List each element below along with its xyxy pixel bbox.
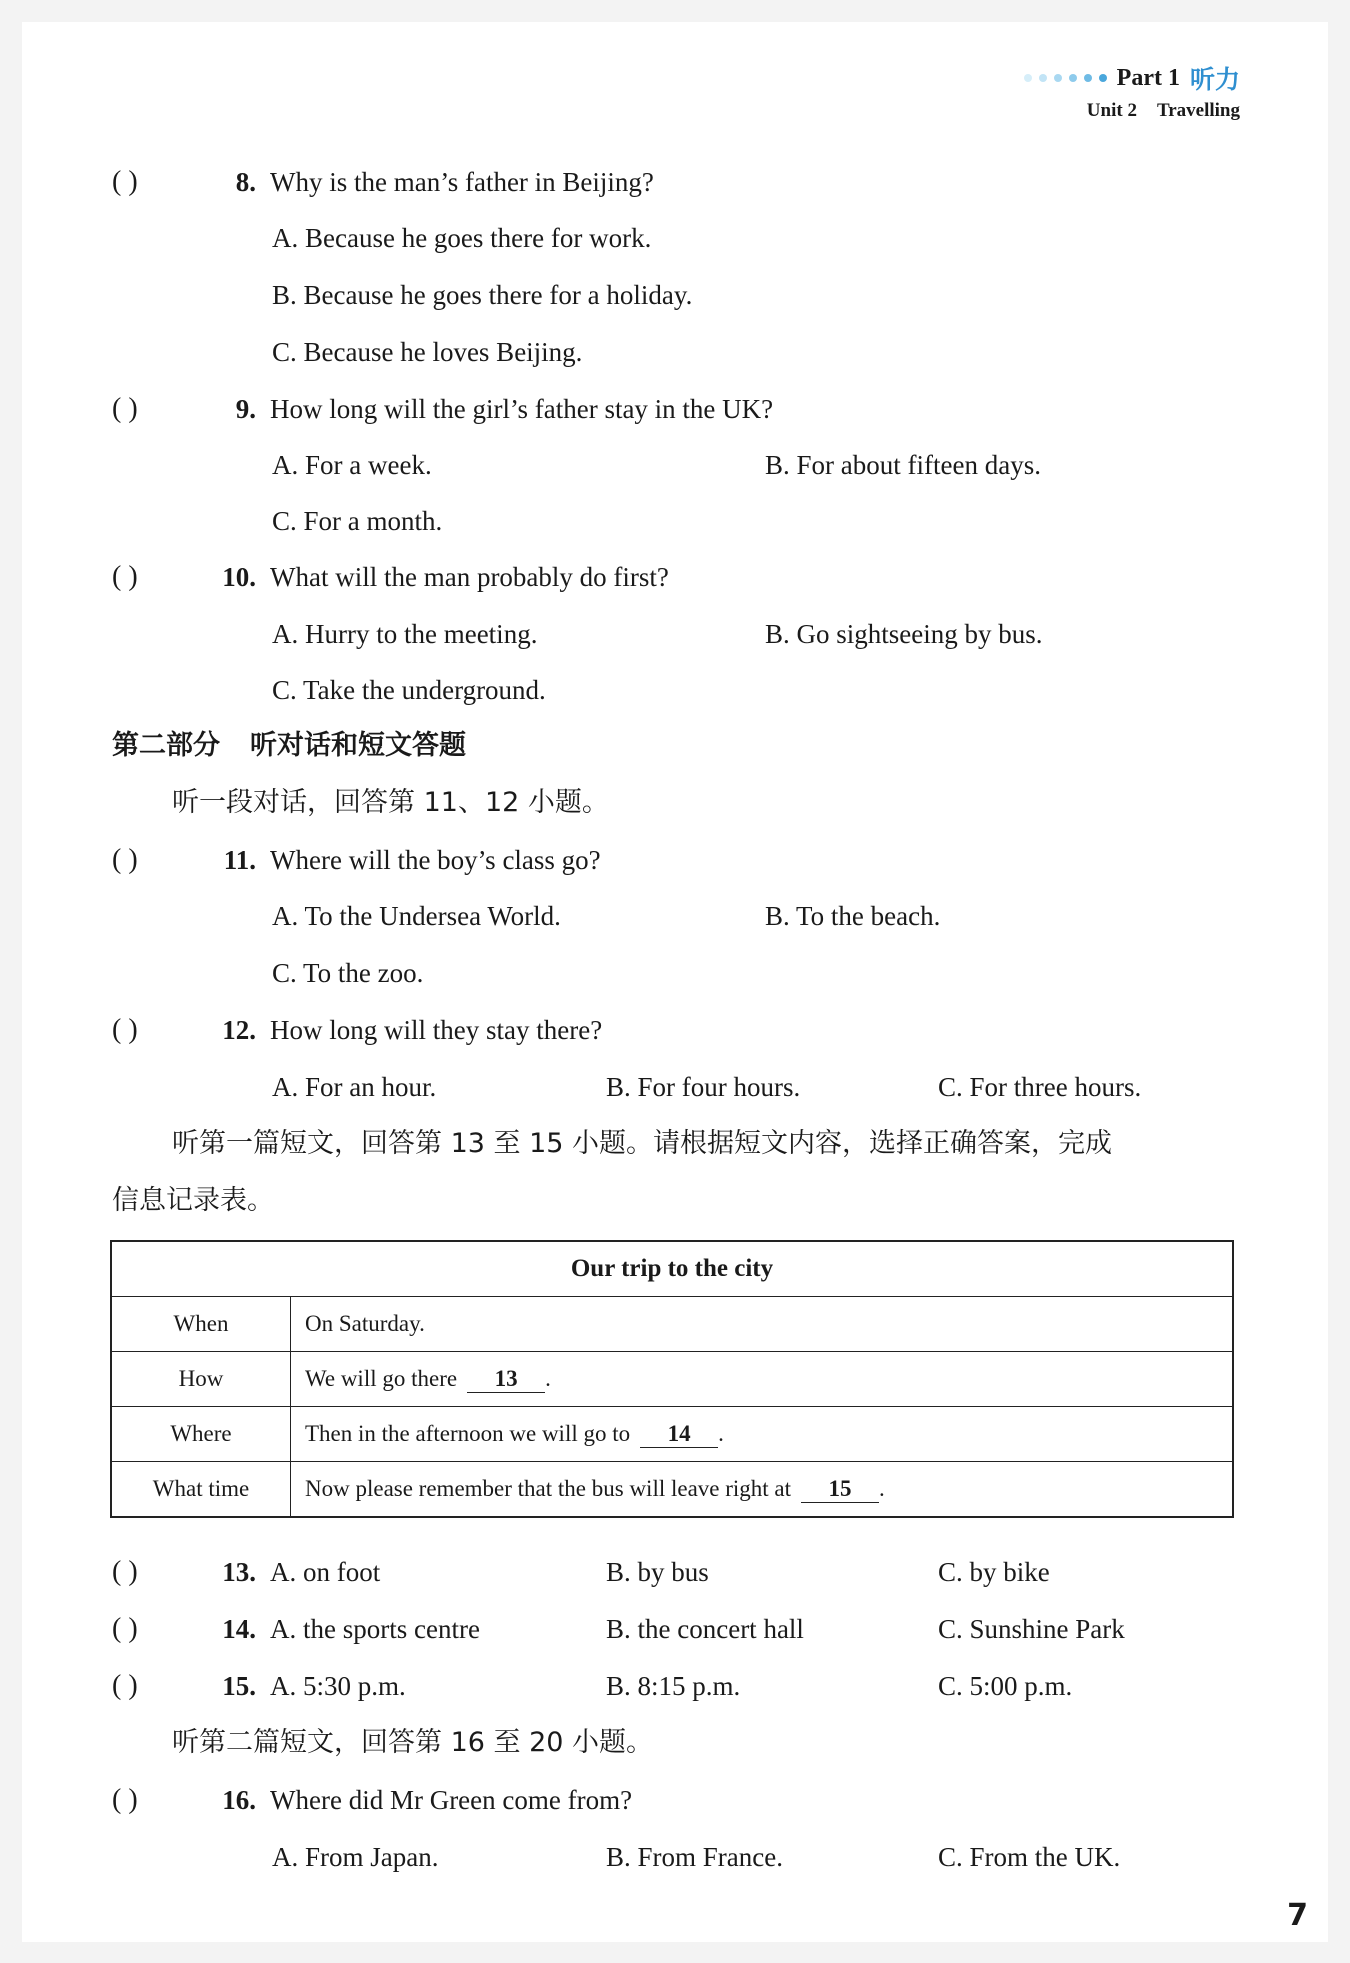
- option-b[interactable]: B. Go sightseeing by bus.: [765, 619, 1043, 649]
- question-number: 10.: [222, 562, 256, 592]
- row-end: .: [545, 1365, 551, 1391]
- question-number: 8.: [235, 167, 256, 197]
- option-b[interactable]: B. by bus: [606, 1557, 709, 1587]
- dot-icon: [1099, 74, 1107, 82]
- option-b[interactable]: B. For about fifteen days.: [765, 450, 1041, 480]
- table-title: Our trip to the city: [111, 1241, 1233, 1297]
- question-12: [0, 1010, 1350, 1050]
- option-c[interactable]: C. by bike: [938, 1557, 1050, 1587]
- answer-blank[interactable]: ( ): [112, 561, 138, 592]
- dot-icon: [1084, 74, 1092, 82]
- page-number: 7: [1287, 1898, 1308, 1933]
- question-8: [0, 162, 1350, 202]
- row-value: [291, 1297, 1234, 1352]
- option-a[interactable]: A. the sports centre: [270, 1614, 480, 1644]
- row-key: How: [111, 1352, 291, 1407]
- question-text: Where did Mr Green come from?: [270, 1785, 633, 1815]
- part-title-cn: 听力: [1189, 65, 1240, 94]
- answer-blank[interactable]: ( ): [112, 393, 138, 424]
- page-header: [820, 58, 1240, 122]
- table-row: [111, 1352, 1233, 1407]
- option-row: [0, 501, 1350, 541]
- row-text: Now please remember that the bus will leave right at: [305, 1475, 792, 1501]
- question-number: 11.: [223, 845, 256, 875]
- answer-blank[interactable]: ( ): [112, 1556, 138, 1587]
- option-c[interactable]: C. To the zoo.: [272, 958, 424, 988]
- answer-blank[interactable]: ( ): [112, 1014, 138, 1045]
- option-c[interactable]: C. Because he loves Beijing.: [272, 337, 583, 367]
- answer-blank[interactable]: ( ): [112, 1670, 138, 1701]
- section-heading: [112, 726, 466, 766]
- option-b[interactable]: B. Because he goes there for a holiday.: [272, 280, 693, 310]
- question-number: 15.: [222, 1671, 256, 1701]
- instruction-13-15-cont: 信息记录表。: [112, 1185, 274, 1216]
- question-9: [0, 389, 1350, 429]
- part-label: Part 1: [1116, 64, 1180, 91]
- table-row: [111, 1407, 1233, 1462]
- row-end: .: [718, 1420, 724, 1446]
- option-a[interactable]: A. For a week.: [272, 450, 432, 480]
- question-text: What will the man probably do first?: [270, 562, 669, 592]
- row-value: [291, 1352, 1234, 1407]
- instruction-11-12: 听一段对话，回答第 11、12 小题。: [172, 787, 609, 818]
- option-row: [0, 670, 1350, 710]
- dot-icon: [1069, 74, 1077, 82]
- fill-blank-15[interactable]: 15: [801, 1476, 879, 1503]
- option-a[interactable]: A. on foot: [270, 1557, 381, 1587]
- instruction-13-15: 听第一篇短文，回答第 13 至 15 小题。请根据短文内容，选择正确答案，完成: [172, 1128, 1113, 1159]
- dot-icon: [1054, 74, 1062, 82]
- row-key: Where: [111, 1407, 291, 1462]
- option-row: [0, 332, 1350, 372]
- option-row: [0, 614, 1350, 654]
- question-10: [0, 557, 1350, 597]
- option-a[interactable]: A. For an hour.: [272, 1072, 437, 1102]
- option-b[interactable]: B. From France.: [606, 1842, 783, 1872]
- row-text: We will go there: [305, 1365, 458, 1391]
- instruction-16-20: 听第二篇短文，回答第 16 至 20 小题。: [172, 1727, 654, 1758]
- question-text: How long will the girl’s father stay in the UK?: [270, 394, 774, 424]
- row-text: On Saturday.: [305, 1311, 425, 1336]
- option-a[interactable]: A. Hurry to the meeting.: [272, 619, 538, 649]
- question-number: 16.: [222, 1785, 256, 1815]
- option-a[interactable]: A. 5:30 p.m.: [270, 1671, 406, 1701]
- option-row: [0, 1837, 1350, 1877]
- answer-blank[interactable]: ( ): [112, 1784, 138, 1815]
- question-15: [0, 1666, 1350, 1706]
- unit-title: Travelling: [1156, 100, 1240, 121]
- unit-label: Unit 2: [1086, 100, 1137, 121]
- decorative-dots: [1024, 74, 1107, 82]
- option-c[interactable]: C. For three hours.: [938, 1072, 1142, 1102]
- dot-icon: [1039, 74, 1047, 82]
- answer-blank[interactable]: ( ): [112, 166, 138, 197]
- question-text: How long will they stay there?: [270, 1015, 603, 1045]
- row-end: .: [879, 1475, 885, 1501]
- option-a[interactable]: A. Because he goes there for work.: [272, 223, 652, 253]
- option-a[interactable]: A. From Japan.: [272, 1842, 439, 1872]
- row-key: When: [111, 1297, 291, 1352]
- option-b[interactable]: B. For four hours.: [606, 1072, 801, 1102]
- question-number: 9.: [235, 394, 256, 424]
- table-row: [111, 1462, 1233, 1518]
- option-c[interactable]: C. From the UK.: [938, 1842, 1121, 1872]
- option-row: [0, 1067, 1350, 1107]
- option-b[interactable]: B. To the beach.: [765, 901, 941, 931]
- option-row: [0, 953, 1350, 993]
- fill-blank-13[interactable]: 13: [467, 1366, 545, 1393]
- question-11: [0, 840, 1350, 880]
- option-b[interactable]: B. 8:15 p.m.: [606, 1671, 741, 1701]
- question-number: 12.: [222, 1015, 256, 1045]
- option-row: [0, 896, 1350, 936]
- question-text: Why is the man’s father in Beijing?: [270, 167, 654, 197]
- question-16: [0, 1780, 1350, 1820]
- section-title: 听对话和短文答题: [250, 730, 466, 761]
- section-label: 第二部分: [112, 730, 220, 761]
- question-14: [0, 1609, 1350, 1649]
- question-number: 14.: [222, 1614, 256, 1644]
- row-text: Then in the afternoon we will go to: [305, 1420, 631, 1446]
- row-value: [291, 1407, 1234, 1462]
- option-c[interactable]: C. For a month.: [272, 506, 443, 536]
- option-row: [0, 445, 1350, 485]
- question-text: Where will the boy’s class go?: [270, 845, 601, 875]
- question-number: 13.: [222, 1557, 256, 1587]
- option-c[interactable]: C. Sunshine Park: [938, 1614, 1125, 1644]
- fill-blank-14[interactable]: 14: [640, 1421, 718, 1448]
- info-record-table: [110, 1240, 1234, 1518]
- option-c[interactable]: C. 5:00 p.m.: [938, 1671, 1073, 1701]
- option-c[interactable]: C. Take the underground.: [272, 675, 546, 705]
- option-row: [0, 275, 1350, 315]
- table-row: [111, 1297, 1233, 1352]
- row-key: What time: [111, 1462, 291, 1518]
- option-a[interactable]: A. To the Undersea World.: [272, 901, 561, 931]
- option-b[interactable]: B. the concert hall: [606, 1614, 804, 1644]
- answer-blank[interactable]: ( ): [112, 1613, 138, 1644]
- question-13: [0, 1552, 1350, 1592]
- answer-blank[interactable]: ( ): [112, 844, 138, 875]
- dot-icon: [1024, 74, 1032, 82]
- row-value: [291, 1462, 1234, 1518]
- option-row: [0, 218, 1350, 258]
